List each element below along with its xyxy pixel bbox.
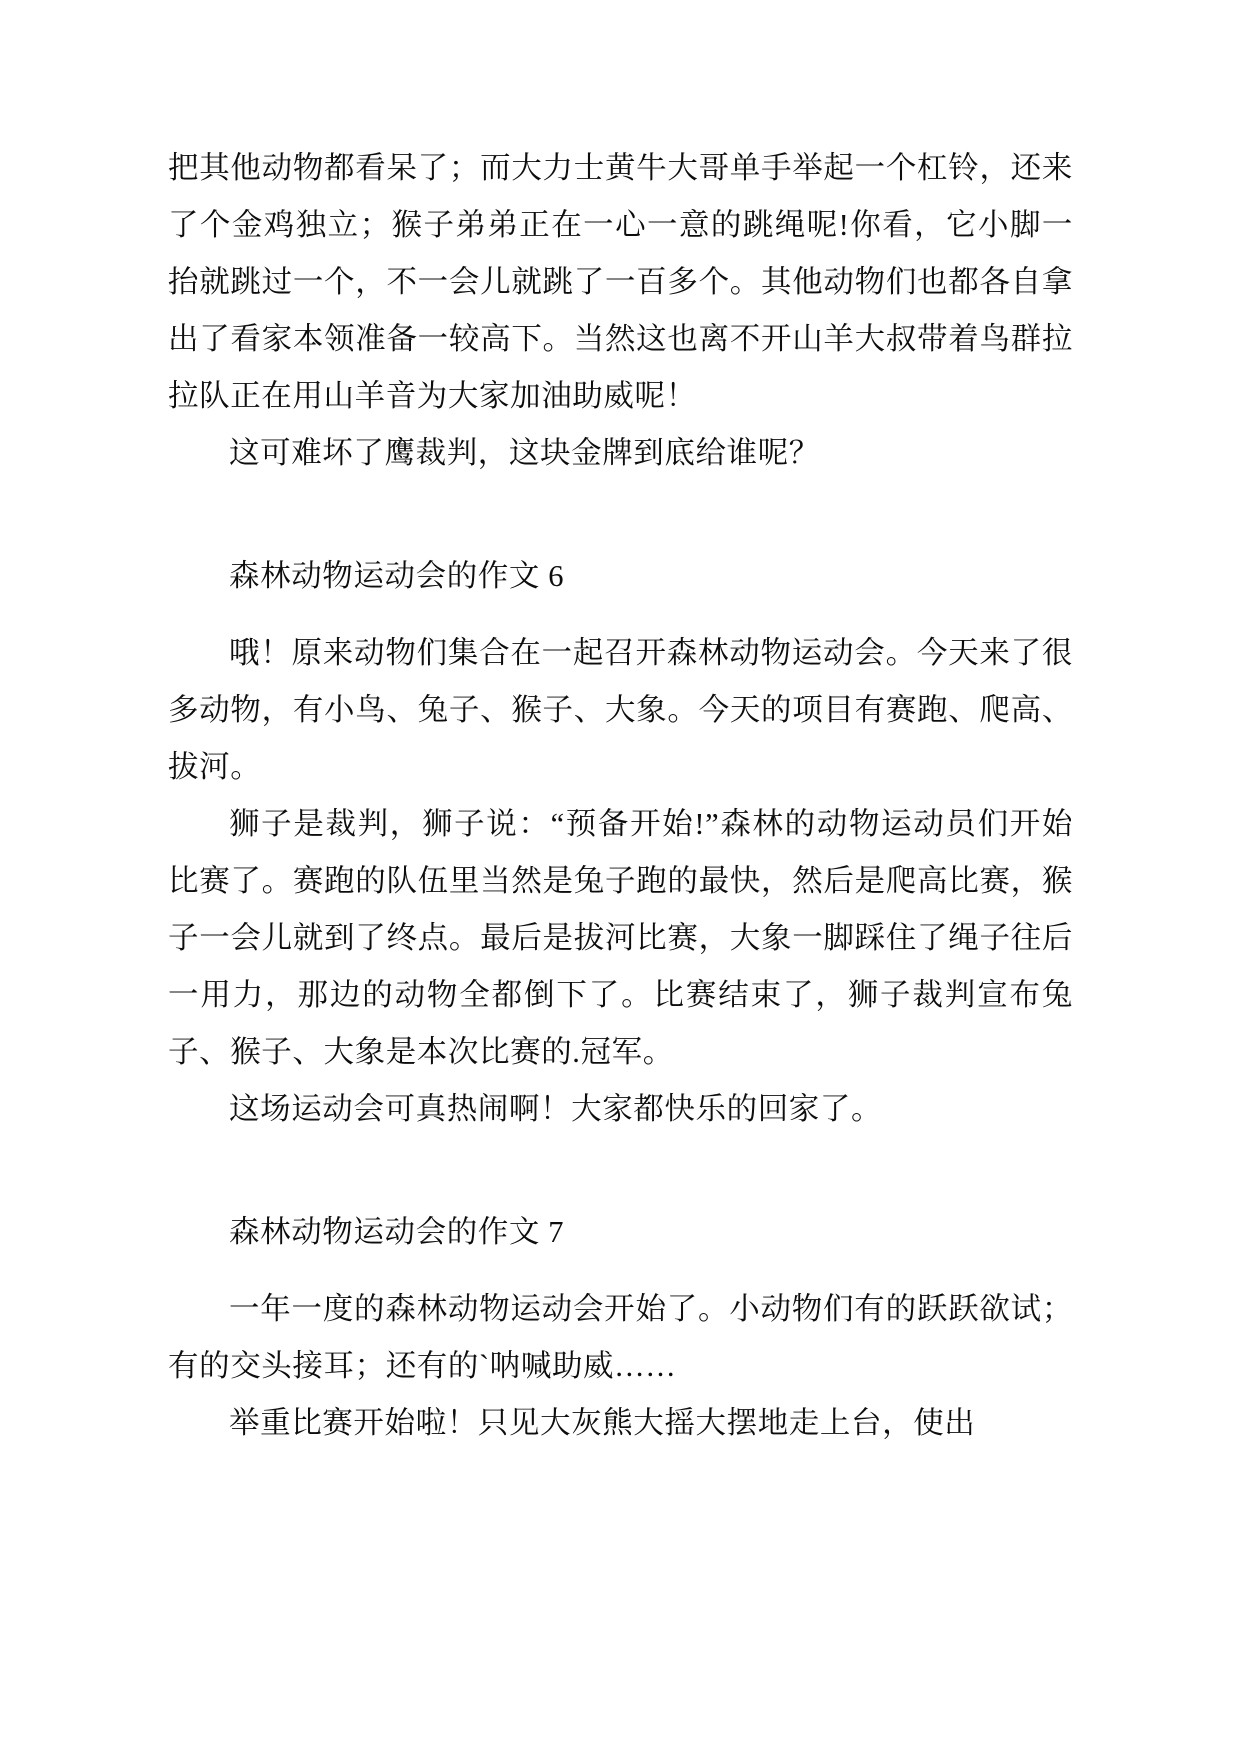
paragraph-essay6-competition: 狮子是裁判，狮子说：“预备开始!”森林的动物运动员们开始比赛了。赛跑的队伍里当然是兔子跑的最快，然后是爬高比赛，猴子一会儿就到了终点。最后是拔河比赛，大象一脚踩住了绳子往后一用力，那边的动物全都倒下了。比赛结束了，狮子裁判宣布兔子、猴子、大象是本次比赛的.冠军。 (168, 807, 1073, 1069)
heading-essay-6: 森林动物运动会的作文 6 (229, 559, 565, 593)
document-body (168, 140, 1073, 1452)
paragraph-essay6-closing: 这场运动会可真热闹啊！大家都快乐的回家了。 (229, 1092, 883, 1126)
paragraph-essay7-intro: 一年一度的森林动物运动会开始了。小动物们有的跃跃欲试；有的交头接耳；还有的`呐喊助威…… (168, 1292, 1073, 1383)
paragraph-essay6-intro: 哦！原来动物们集合在一起召开森林动物运动会。今天来了很多动物，有小鸟、兔子、猴子、大象。今天的项目有赛跑、爬高、拔河。 (168, 636, 1073, 784)
paragraph-continued: 把其他动物都看呆了；而大力士黄牛大哥单手举起一个杠铃，还来了个金鸡独立；猴子弟弟正在一心一意的跳绳呢!你看，它小脚一抬就跳过一个，不一会儿就跳了一百多个。其他动物们也都各自拿出了看家本领准备一较高下。当然这也离不开山羊大叔带着鸟群拉拉队正在用山羊音为大家加油助威呢！ (168, 151, 1073, 413)
paragraph-judge-question: 这可难坏了鹰裁判，这块金牌到底给谁呢？ (229, 436, 820, 470)
heading-essay-7: 森林动物运动会的作文 7 (229, 1215, 565, 1249)
paragraph-essay7-weightlifting: 举重比赛开始啦！只见大灰熊大摇大摆地走上台，使出 (229, 1406, 976, 1440)
